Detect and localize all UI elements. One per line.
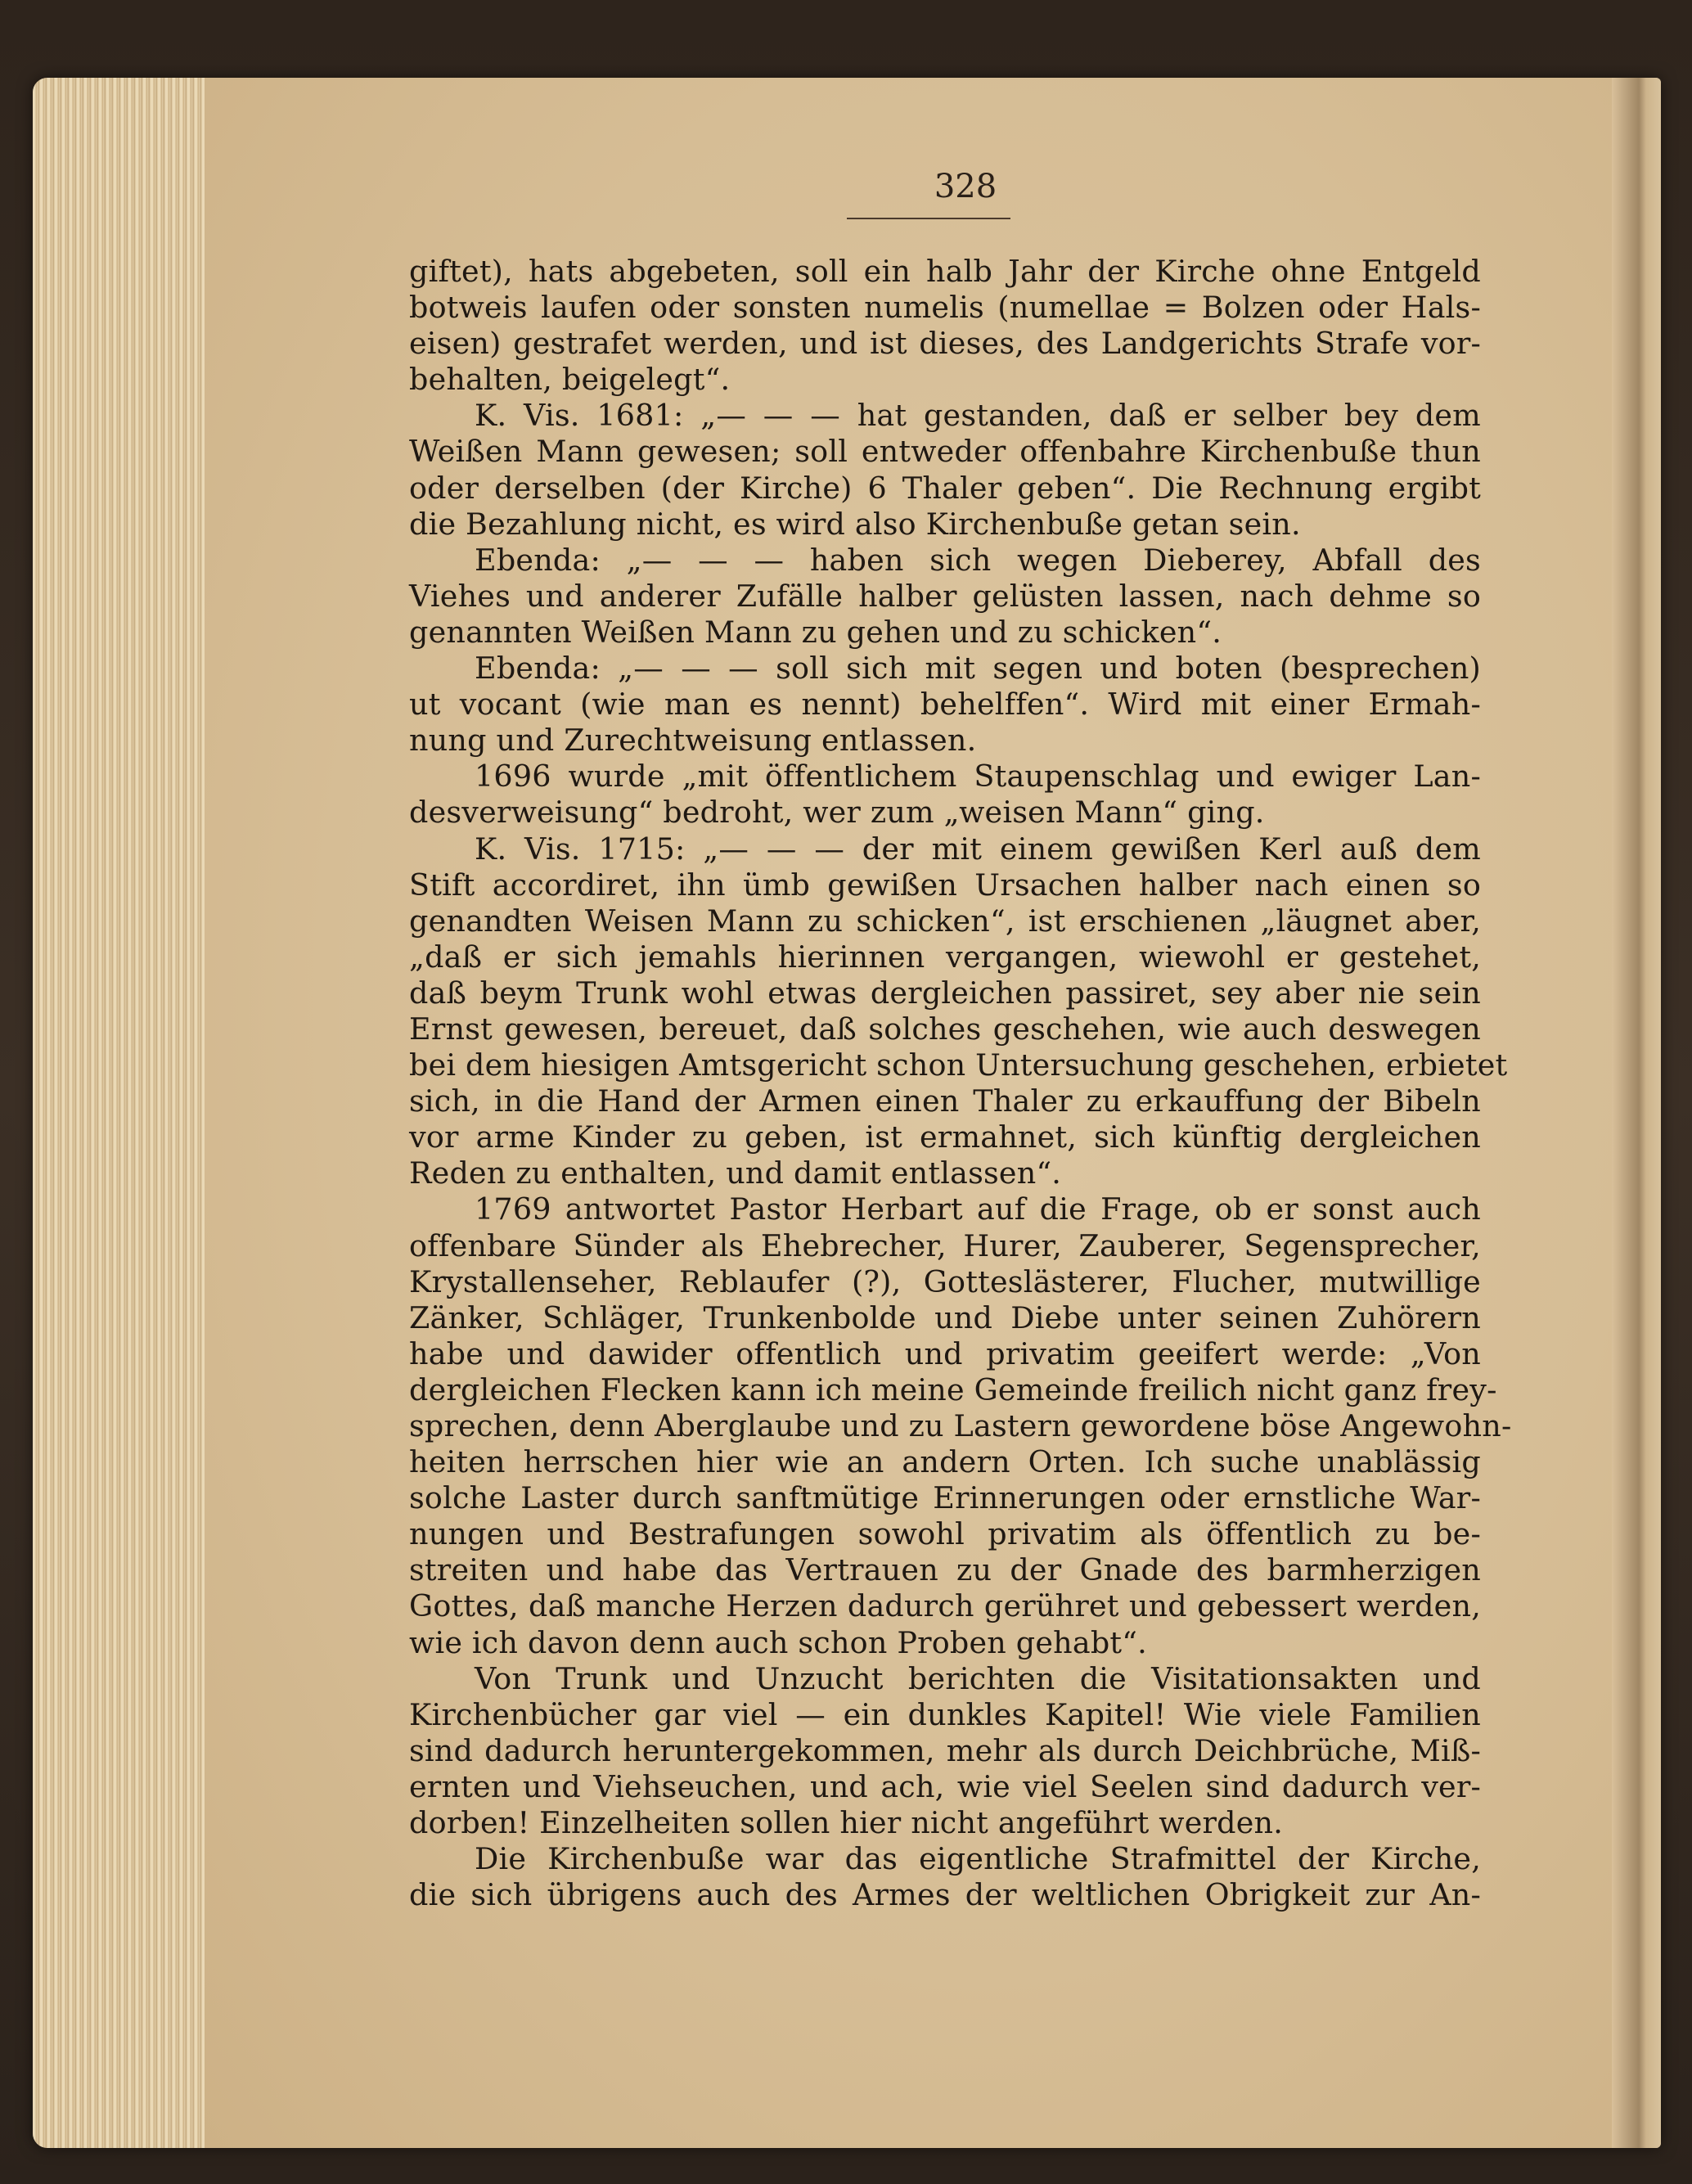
text-line: Zänker, Schläger, Trunkenbolde und Diebe unter seinen Zuhörern — [409, 1299, 1481, 1335]
text-line: sich, in die Hand der Armen einen Thaler zu erkauffung der Bibeln — [409, 1083, 1481, 1119]
text-line: Ernst gewesen, bereuet, daß solches geschehen, wie auch deswegen — [409, 1011, 1481, 1047]
text-line: giftet), hats abgebeten, soll ein halb Jahr der Kirche ohne Entgeld — [409, 254, 1481, 289]
body-text — [409, 254, 1512, 1913]
text-line: Kirchenbücher gar viel — ein dunkles Kapitel! Wie viele Familien — [409, 1696, 1481, 1732]
text-line: genandten Weisen Mann zu schicken“, ist erschienen „läugnet aber, — [409, 903, 1481, 939]
text-line: nungen und Bestrafungen sowohl privatim als öffentlich zu be- — [409, 1516, 1481, 1552]
text-line: K. Vis. 1715: „— — — der mit einem gewißen Kerl auß dem — [475, 831, 1481, 867]
text-line: die sich übrigens auch des Armes der weltlichen Obrigkeit zur An- — [409, 1877, 1481, 1913]
text-line: K. Vis. 1681: „— — — hat gestanden, daß er selber bey dem — [475, 398, 1481, 434]
text-line: 1769 antwortet Pastor Herbart auf die Frage, ob er sonst auch — [475, 1191, 1481, 1227]
text-line: ernten und Viehseuchen, und ach, wie viel Seelen sind dadurch ver- — [409, 1768, 1481, 1804]
text-line: Von Trunk und Unzucht berichten die Visitationsakten und — [475, 1660, 1481, 1696]
text-line: solche Laster durch sanftmütige Erinnerungen oder ernstliche War- — [409, 1480, 1481, 1516]
text-line: wie ich davon denn auch schon Proben gehabt“. — [409, 1624, 1147, 1660]
text-line: daß beym Trunk wohl etwas dergleichen passiret, sey aber nie sein — [409, 975, 1481, 1011]
book-gutter — [1612, 78, 1661, 2148]
text-line: „daß er sich jemahls hierinnen vergangen, wiewohl er gestehet, — [409, 939, 1481, 975]
text-line: heiten herrschen hier wie an andern Orten. Ich suche unablässig — [409, 1444, 1481, 1480]
text-line: Reden zu enthalten, und damit entlassen“. — [409, 1155, 1062, 1191]
text-line: Viehes und anderer Zufälle halber gelüsten lassen, nach dehme so — [409, 578, 1481, 614]
text-line: Krystallenseher, Reblaufer (?), Gotteslästerer, Flucher, mutwillige — [409, 1263, 1481, 1299]
text-line: botweis laufen oder sonsten numelis (numellae = Bolzen oder Hals- — [409, 290, 1481, 326]
page-number-rule — [847, 218, 1010, 219]
text-line: desverweisung“ bedroht, wer zum „weisen Mann“ ging. — [409, 795, 1265, 831]
text-line: eisen) gestrafet werden, und ist dieses, des Landgerichts Strafe vor- — [409, 326, 1481, 362]
text-line: 1696 wurde „mit öffentlichem Staupenschlag und ewiger Lan- — [475, 759, 1481, 795]
text-line: ut vocant (wie man es nennt) behelffen“. Wird mit einer Ermah- — [409, 687, 1481, 723]
text-line: Ebenda: „— — — soll sich mit segen und boten (besprechen) — [475, 651, 1481, 687]
text-line: Stift accordiret, ihn ümb gewißen Ursachen halber nach einen so — [409, 867, 1481, 903]
text-line: oder derselben (der Kirche) 6 Thaler geben“. Die Rechnung ergibt — [409, 470, 1481, 506]
text-line: vor arme Kinder zu geben, ist ermahnet, sich künftig dergleichen — [409, 1119, 1481, 1155]
text-line: behalten, beigelegt“. — [409, 362, 731, 398]
text-line: sprechen, denn Aberglaube und zu Lastern gewordene böse Angewohn- — [409, 1408, 1512, 1443]
text-line: die Bezahlung nicht, es wird also Kirchenbuße getan sein. — [409, 506, 1301, 542]
text-line: dorben! Einzelheiten sollen hier nicht angeführt werden. — [409, 1805, 1284, 1841]
text-line: streiten und habe das Vertrauen zu der Gnade des barmherzigen — [409, 1552, 1481, 1588]
text-line: dergleichen Flecken kann ich meine Gemeinde freilich nicht ganz frey- — [409, 1371, 1497, 1407]
text-line: Ebenda: „— — — haben sich wegen Dieberey, Abfall des — [475, 542, 1481, 578]
page-edges — [33, 78, 206, 2148]
text-line: Die Kirchenbuße war das eigentliche Strafmittel der Kirche, — [475, 1841, 1481, 1877]
text-line: genannten Weißen Mann zu gehen und zu schicken“. — [409, 614, 1222, 650]
text-line: Weißen Mann gewesen; soll entweder offenbahre Kirchenbuße thun — [409, 434, 1481, 470]
page-number: 328 — [934, 168, 997, 205]
text-line: nung und Zurechtweisung entlassen. — [409, 723, 977, 759]
text-line: bei dem hiesigen Amtsgericht schon Untersuchung geschehen, erbietet — [409, 1047, 1508, 1083]
text-line: Gottes, daß manche Herzen dadurch gerühret und gebessert werden, — [409, 1588, 1481, 1624]
text-line: offenbare Sünder als Ehebrecher, Hurer, Zauberer, Segensprecher, — [409, 1227, 1481, 1263]
text-line: habe und dawider offentlich und privatim geeifert werde: „Von — [409, 1335, 1481, 1371]
text-line: sind dadurch heruntergekommen, mehr als durch Deichbrüche, Miß- — [409, 1732, 1481, 1768]
